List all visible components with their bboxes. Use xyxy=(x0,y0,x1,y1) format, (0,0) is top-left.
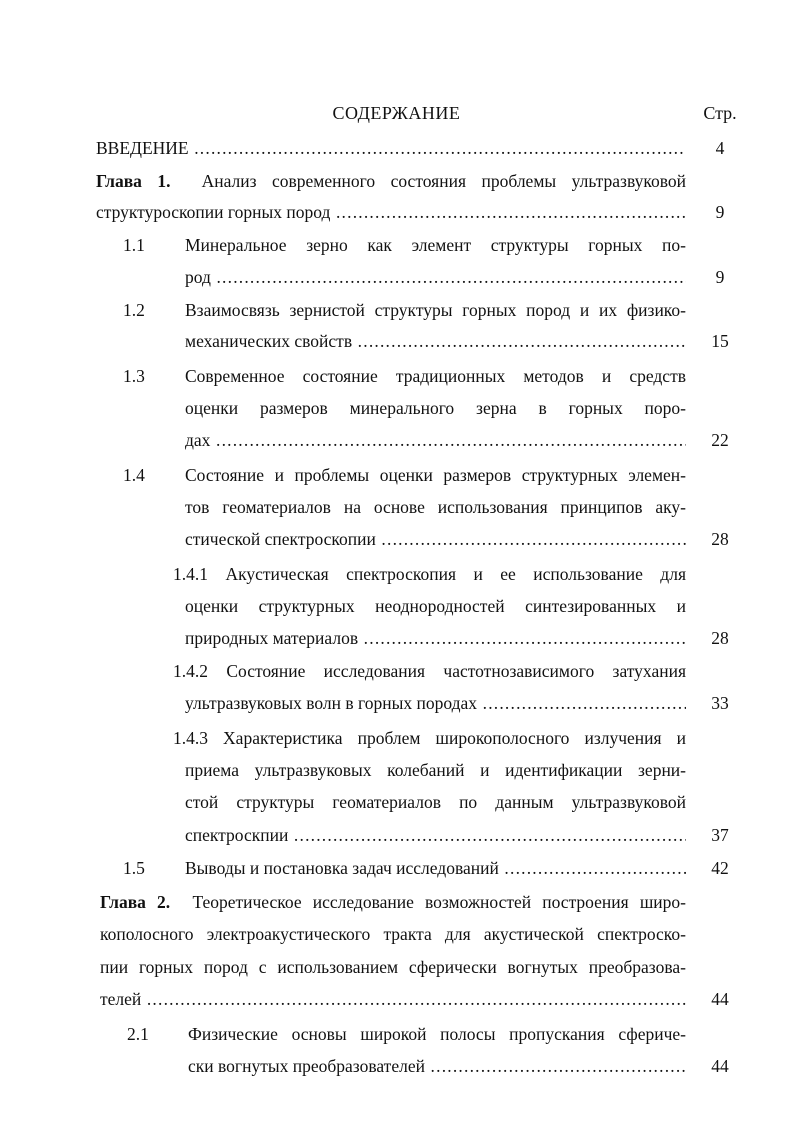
toc-entry-text: оценки структурных неоднородностей синтезированных и xyxy=(185,596,686,616)
toc-entry-text: Анализ современного состояния проблемы ультразвуковой xyxy=(201,171,687,191)
toc-chapter-2 xyxy=(100,890,686,914)
page-title: СОДЕРЖАНИЕ xyxy=(332,103,461,123)
toc-page-number: 22 xyxy=(711,430,729,450)
toc-entry-text: Современное состояние традиционных методов и средств xyxy=(185,366,686,386)
toc-entry-text: род ..... xyxy=(185,265,686,289)
toc-page-number: 9 xyxy=(715,202,725,222)
toc-entry-cont xyxy=(185,265,686,289)
toc-entry-text: тов геоматериалов на основе использования принципов аку- xyxy=(185,497,686,517)
toc-entry-text: Минеральное зерно как элемент структуры горных по- xyxy=(185,235,686,255)
toc-entry-text: ультразвуковых волн в горных породах ..... xyxy=(185,691,686,715)
toc-entry-text: приема ультразвуковых колебаний и идентификации зерни- xyxy=(185,760,686,780)
toc-entry-text: дах ..... xyxy=(185,428,686,452)
toc-entry-text: механических свойств ..... xyxy=(185,329,686,353)
section-number: 2.1 xyxy=(127,1024,149,1044)
toc-entry-text: оценки размеров минерального зерна в горных поро- xyxy=(185,398,686,418)
section-number: 1.4 xyxy=(123,465,145,485)
toc-page-number: 4 xyxy=(715,138,725,158)
toc-entry-cont xyxy=(100,987,686,1011)
toc-entry-text: Физические основы широкой полосы пропускания сфериче- xyxy=(188,1024,686,1044)
toc-entry-text: ВВЕДЕНИЕ ..... xyxy=(96,136,686,160)
toc-entry-text: кополосного электроакустического тракта для акустической спектроско- xyxy=(100,924,686,944)
toc-entry-text: структуроскопии горных пород ..... xyxy=(96,200,686,224)
toc-entry-intro xyxy=(96,136,686,160)
toc-entry-text: телей ..... xyxy=(100,987,686,1011)
toc-page-number: 44 xyxy=(711,1056,729,1076)
toc-entry-text: Взаимосвязь зернистой структуры горных пород и их физико- xyxy=(185,300,686,320)
toc-entry-text: спектроскпии ..... xyxy=(185,823,686,847)
section-number: 1.2 xyxy=(123,300,145,320)
toc-entry-text: Состояние и проблемы оценки размеров структурных элемен- xyxy=(185,465,686,485)
toc-entry-text: стой структуры геоматериалов по данным ультразвуковой xyxy=(185,792,686,812)
toc-page-number: 42 xyxy=(711,858,729,878)
toc-chapter-1 xyxy=(96,169,686,193)
toc-entry-text: 1.4.3 Характеристика проблем широкополосного излучения и xyxy=(173,728,686,748)
toc-entry-text: природных материалов ..... xyxy=(185,626,686,650)
toc-chapter-1-cont xyxy=(96,200,686,224)
chapter-label: Глава 2. xyxy=(100,892,171,912)
page-column-label: Стр. xyxy=(703,103,737,123)
toc-entry-text: стической спектроскопии ..... xyxy=(185,527,686,551)
toc-page-number: 33 xyxy=(711,693,729,713)
toc-entry-text: 1.4.1 Акустическая спектроскопия и ее использование для xyxy=(173,564,686,584)
toc-entry-cont xyxy=(188,1054,686,1078)
toc-page-number: 15 xyxy=(711,331,729,351)
chapter-label: Глава 1. xyxy=(96,171,171,191)
toc-entry-cont xyxy=(185,527,686,551)
toc-entry-cont xyxy=(185,856,686,880)
toc-entry-text: пии горных пород с использованием сферически вогнутых преобразова- xyxy=(100,957,686,977)
toc-entry-text: Теоретическое исследование возможностей построения широ- xyxy=(192,892,686,912)
toc-entry-text: 1.4.2 Состояние исследования частотнозависимого затухания xyxy=(173,661,686,681)
toc-entry-cont xyxy=(185,691,686,715)
section-number: 1.3 xyxy=(123,366,145,386)
toc-entry-cont xyxy=(185,823,686,847)
toc-entry-cont xyxy=(185,428,686,452)
toc-entry-cont xyxy=(185,626,686,650)
toc-entry-cont xyxy=(185,329,686,353)
toc-entry-text: Выводы и постановка задач исследований ..... xyxy=(185,856,686,880)
toc-page-number: 37 xyxy=(711,825,729,845)
toc-page-number: 44 xyxy=(711,989,729,1009)
toc-page-number: 28 xyxy=(711,529,729,549)
section-number: 1.1 xyxy=(123,235,145,255)
toc-page-number: 28 xyxy=(711,628,729,648)
toc-entry-text: ски вогнутых преобразователей ..... xyxy=(188,1054,686,1078)
section-number: 1.5 xyxy=(123,858,145,878)
toc-page-number: 9 xyxy=(715,267,725,287)
